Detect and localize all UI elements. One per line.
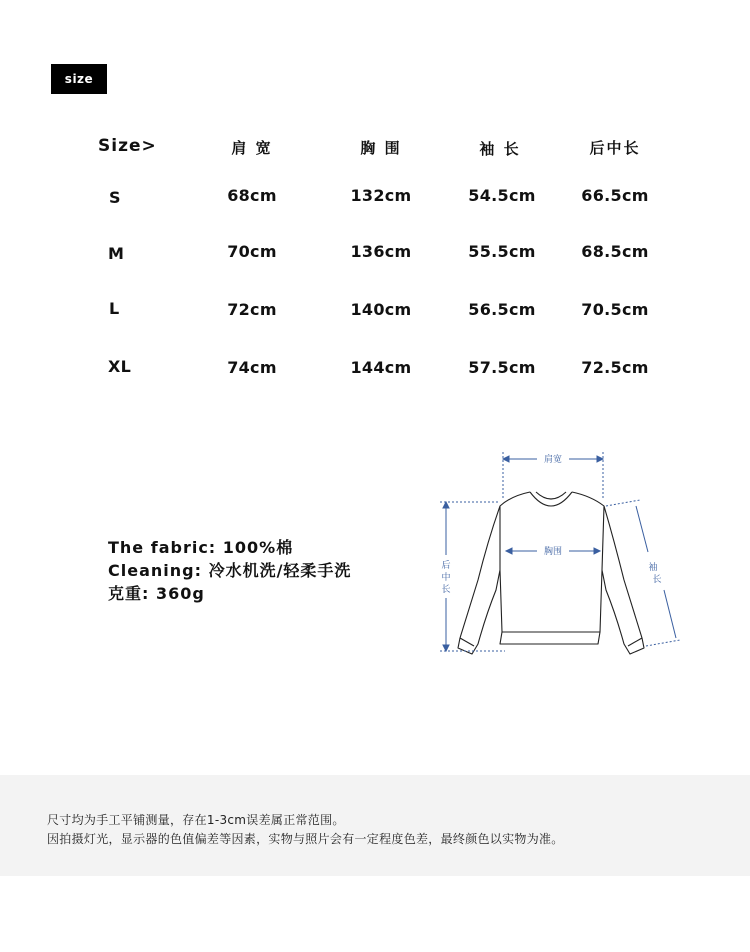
header-back-length: 后中长 [589,139,641,157]
fabric-info: The fabric: 100%棉 [108,538,294,557]
row-xl-back-length: 72.5cm [581,358,649,377]
header-sleeve: 袖 长 [479,140,521,158]
row-m-shoulder: 70cm [227,242,277,261]
size-tag: size [51,64,107,94]
row-l-shoulder: 72cm [227,300,277,319]
note-measurement: 尺寸均为手工平铺测量，存在1-3cm误差属正常范围。 [47,813,345,827]
row-s-shoulder: 68cm [227,186,277,205]
header-size: Size> [98,136,157,156]
note-color: 因拍摄灯光，显示器的色值偏差等因素，实物与照片会有一定程度色差，最终颜色以实物为准。 [47,832,564,846]
row-xl-size: XL [108,357,132,376]
row-l-sleeve: 56.5cm [468,300,536,319]
sweatshirt-outline [458,492,644,654]
row-s-chest: 132cm [350,186,412,205]
label-chest: 胸围 [543,547,563,557]
row-m-back-length: 68.5cm [581,242,649,261]
label-shoulder: 肩宽 [543,455,563,465]
cleaning-info: Cleaning: 冷水机洗/轻柔手洗 [108,561,352,580]
row-l-size: L [109,299,120,318]
label-back-3: 长 [441,585,451,595]
label-sleeve-1: 袖 [648,563,658,573]
header-chest: 胸 围 [360,139,402,157]
row-m-chest: 136cm [350,242,412,261]
row-s-size: S [109,188,121,207]
row-s-sleeve: 54.5cm [468,186,536,205]
row-xl-shoulder: 74cm [227,358,277,377]
row-m-size: M [108,244,125,263]
row-l-chest: 140cm [350,300,412,319]
row-s-back-length: 66.5cm [581,186,649,205]
label-back-2: 中 [441,573,451,583]
weight-info: 克重: 360g [108,584,205,603]
row-xl-sleeve: 57.5cm [468,358,536,377]
sweatshirt-measurement-diagram [436,448,686,663]
label-sleeve-2: 长 [652,575,662,585]
footer-notes [0,775,750,876]
header-shoulder: 肩 宽 [231,139,273,157]
row-xl-chest: 144cm [350,358,412,377]
row-l-back-length: 70.5cm [581,300,649,319]
row-m-sleeve: 55.5cm [468,242,536,261]
label-back-1: 后 [441,561,451,571]
